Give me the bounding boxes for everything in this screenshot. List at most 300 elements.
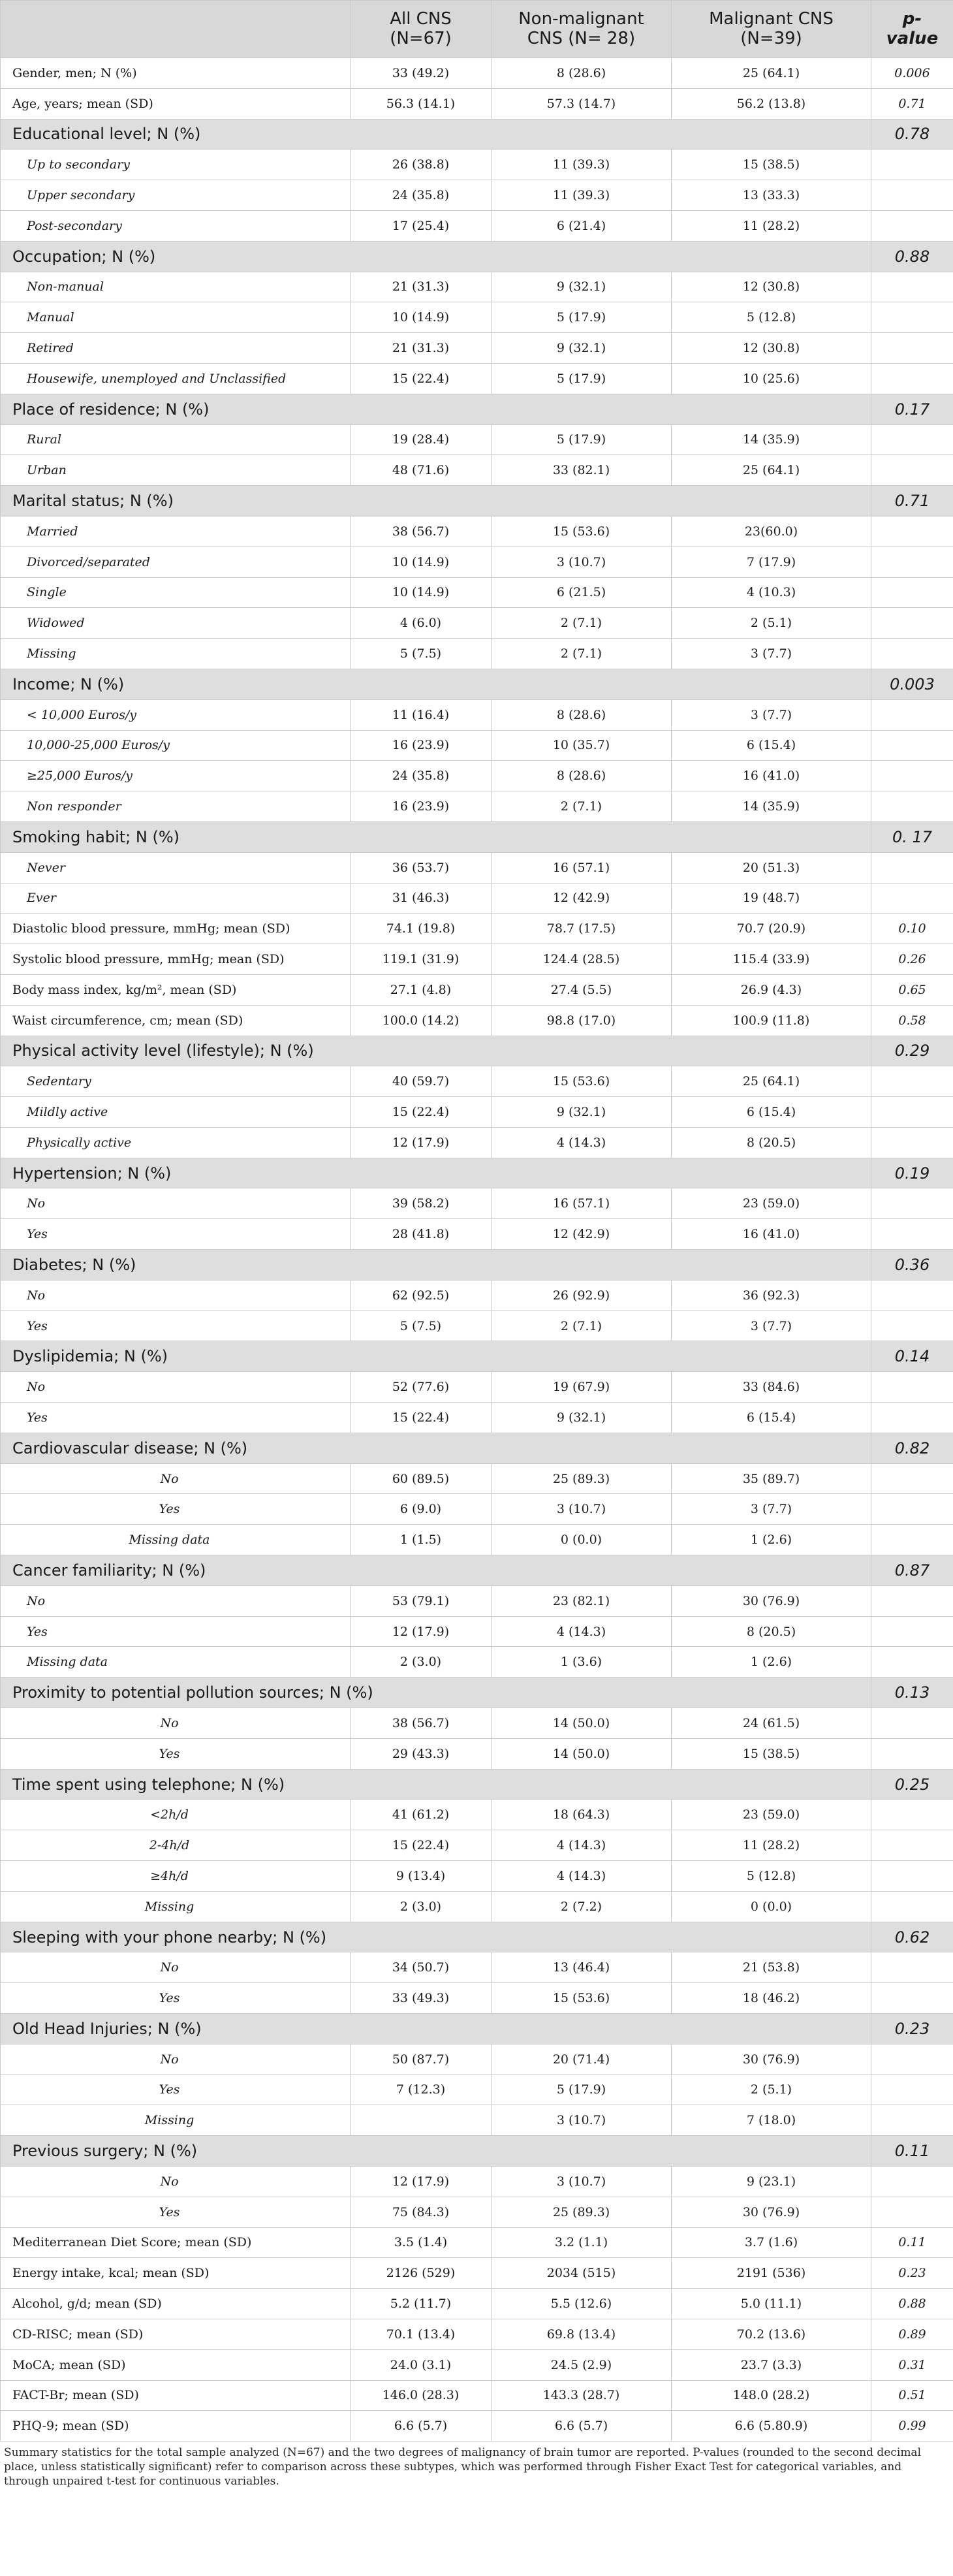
cell-non-malignant: 9 (32.1)	[492, 1097, 672, 1128]
cell-p-value: 0.11	[871, 2227, 953, 2258]
section-p-value: 0.36	[871, 1250, 953, 1280]
cell-all-cns: 12 (17.9)	[351, 1616, 492, 1647]
cell-malignant: 35 (89.7)	[672, 1463, 871, 1494]
cell-all-cns: 29 (43.3)	[351, 1738, 492, 1769]
section-p-value: 0.88	[871, 241, 953, 272]
row-label: Age, years; mean (SD)	[1, 88, 351, 119]
row-label: FACT-Br; mean (SD)	[1, 2380, 351, 2411]
cell-all-cns: 24 (35.8)	[351, 180, 492, 211]
row-label: Ever	[1, 883, 351, 914]
table-row	[1, 272, 953, 302]
cell-non-malignant: 57.3 (14.7)	[492, 88, 672, 119]
cell-all-cns	[351, 2105, 492, 2136]
cell-p-value	[871, 1403, 953, 1433]
cell-all-cns: 26 (38.8)	[351, 150, 492, 180]
table-header-row	[1, 1, 953, 58]
cell-all-cns: 33 (49.2)	[351, 58, 492, 89]
cell-non-malignant: 3 (10.7)	[492, 2166, 672, 2197]
cell-p-value: 0.88	[871, 2289, 953, 2319]
table-row	[1, 58, 953, 89]
cell-all-cns: 12 (17.9)	[351, 1127, 492, 1158]
cell-malignant: 23(60.0)	[672, 516, 871, 547]
cell-malignant: 100.9 (11.8)	[672, 1005, 871, 1036]
cell-malignant: 25 (64.1)	[672, 1066, 871, 1097]
cell-non-malignant: 11 (39.3)	[492, 150, 672, 180]
row-label: Mildly active	[1, 1097, 351, 1128]
row-label: Waist circumference, cm; mean (SD)	[1, 1005, 351, 1036]
cell-all-cns: 38 (56.7)	[351, 1708, 492, 1739]
row-label: Yes	[1, 1738, 351, 1769]
cell-p-value	[871, 577, 953, 608]
cell-non-malignant: 124.4 (28.5)	[492, 944, 672, 975]
cell-all-cns: 24 (35.8)	[351, 761, 492, 791]
cell-all-cns: 4 (6.0)	[351, 608, 492, 639]
cell-p-value	[871, 1983, 953, 2014]
cell-non-malignant: 2034 (515)	[492, 2258, 672, 2289]
cell-malignant: 3 (7.7)	[672, 699, 871, 730]
table-row	[1, 424, 953, 455]
cell-all-cns: 100.0 (14.2)	[351, 1005, 492, 1036]
row-label: Yes	[1, 2197, 351, 2227]
cell-non-malignant: 27.4 (5.5)	[492, 974, 672, 1005]
cell-all-cns: 60 (89.5)	[351, 1463, 492, 1494]
section-header-row	[1, 1769, 953, 1800]
cell-all-cns: 2126 (529)	[351, 2258, 492, 2289]
cell-all-cns: 34 (50.7)	[351, 1952, 492, 1983]
cell-p-value: 0.31	[871, 2349, 953, 2380]
header-p-value: p-value	[871, 1, 953, 58]
cell-non-malignant: 16 (57.1)	[492, 852, 672, 883]
table-row	[1, 2319, 953, 2349]
cell-p-value	[871, 730, 953, 761]
cell-all-cns: 41 (61.2)	[351, 1800, 492, 1830]
section-header-row	[1, 486, 953, 517]
table-row	[1, 730, 953, 761]
cell-malignant: 3 (7.7)	[672, 639, 871, 669]
cell-malignant: 30 (76.9)	[672, 1585, 871, 1616]
table-row	[1, 2411, 953, 2441]
cell-malignant: 148.0 (28.2)	[672, 2380, 871, 2411]
cell-p-value	[871, 2075, 953, 2105]
cell-p-value	[871, 1372, 953, 1403]
cell-non-malignant: 26 (92.9)	[492, 1280, 672, 1311]
cell-all-cns: 5 (7.5)	[351, 639, 492, 669]
row-label: PHQ-9; mean (SD)	[1, 2411, 351, 2441]
cell-malignant: 3.7 (1.6)	[672, 2227, 871, 2258]
cell-all-cns: 15 (22.4)	[351, 363, 492, 394]
cell-non-malignant: 14 (50.0)	[492, 1708, 672, 1739]
cell-malignant: 9 (23.1)	[672, 2166, 871, 2197]
cell-non-malignant: 5.5 (12.6)	[492, 2289, 672, 2319]
cell-p-value	[871, 1952, 953, 1983]
cell-all-cns: 19 (28.4)	[351, 424, 492, 455]
cell-all-cns: 21 (31.3)	[351, 272, 492, 302]
cell-malignant: 14 (35.9)	[672, 791, 871, 822]
cell-p-value	[871, 455, 953, 486]
cell-non-malignant: 15 (53.6)	[492, 1983, 672, 2014]
cell-p-value	[871, 1891, 953, 1922]
cell-non-malignant: 23 (82.1)	[492, 1585, 672, 1616]
cell-non-malignant: 12 (42.9)	[492, 883, 672, 914]
cell-p-value	[871, 2166, 953, 2197]
table-row	[1, 1219, 953, 1250]
row-label: Systolic blood pressure, mmHg; mean (SD)	[1, 944, 351, 975]
row-label: Widowed	[1, 608, 351, 639]
section-p-value: 0.82	[871, 1433, 953, 1463]
section-header-row	[1, 1250, 953, 1280]
cell-non-malignant: 4 (14.3)	[492, 1861, 672, 1892]
cell-malignant: 3 (7.7)	[672, 1494, 871, 1525]
table-row	[1, 1891, 953, 1922]
table-row	[1, 639, 953, 669]
table-row	[1, 210, 953, 241]
table-row	[1, 363, 953, 394]
cell-p-value	[871, 1585, 953, 1616]
cell-all-cns: 2 (3.0)	[351, 1647, 492, 1678]
cell-all-cns: 48 (71.6)	[351, 455, 492, 486]
table-row	[1, 1647, 953, 1678]
cell-all-cns: 3.5 (1.4)	[351, 2227, 492, 2258]
cell-malignant: 4 (10.3)	[672, 577, 871, 608]
cell-malignant: 30 (76.9)	[672, 2197, 871, 2227]
cell-malignant: 26.9 (4.3)	[672, 974, 871, 1005]
cell-non-malignant: 14 (50.0)	[492, 1738, 672, 1769]
table-row	[1, 547, 953, 577]
cell-malignant: 25 (64.1)	[672, 455, 871, 486]
cell-all-cns: 10 (14.9)	[351, 577, 492, 608]
row-label: Yes	[1, 1219, 351, 1250]
cell-malignant: 0 (0.0)	[672, 1891, 871, 1922]
row-label: Missing data	[1, 1525, 351, 1555]
table-row	[1, 2227, 953, 2258]
cell-p-value	[871, 639, 953, 669]
cell-all-cns: 39 (58.2)	[351, 1188, 492, 1219]
table-row	[1, 2105, 953, 2136]
cell-non-malignant: 15 (53.6)	[492, 516, 672, 547]
section-p-value: 0.29	[871, 1036, 953, 1066]
table-row	[1, 1585, 953, 1616]
cell-malignant: 20 (51.3)	[672, 852, 871, 883]
section-label: Marital status; N (%)	[1, 486, 871, 517]
cell-p-value	[871, 1280, 953, 1311]
cell-p-value: 0.10	[871, 914, 953, 944]
cell-all-cns: 9 (13.4)	[351, 1861, 492, 1892]
cell-non-malignant: 6 (21.4)	[492, 210, 672, 241]
row-label: Up to secondary	[1, 150, 351, 180]
cell-malignant: 36 (92.3)	[672, 1280, 871, 1311]
table-row	[1, 577, 953, 608]
cell-all-cns: 146.0 (28.3)	[351, 2380, 492, 2411]
section-label: Dyslipidemia; N (%)	[1, 1341, 871, 1372]
section-p-value: 0.19	[871, 1158, 953, 1188]
cell-all-cns: 5 (7.5)	[351, 1311, 492, 1341]
section-label: Old Head Injuries; N (%)	[1, 2014, 871, 2044]
table-row	[1, 791, 953, 822]
table-row	[1, 699, 953, 730]
table-row	[1, 883, 953, 914]
table-row	[1, 761, 953, 791]
cell-malignant: 10 (25.6)	[672, 363, 871, 394]
row-label: Energy intake, kcal; mean (SD)	[1, 2258, 351, 2289]
cell-all-cns: 70.1 (13.4)	[351, 2319, 492, 2349]
table-row	[1, 1830, 953, 1861]
table-row	[1, 1983, 953, 2014]
section-label: Time spent using telephone; N (%)	[1, 1769, 871, 1800]
cell-all-cns: 40 (59.7)	[351, 1066, 492, 1097]
table-row	[1, 302, 953, 333]
cell-non-malignant: 13 (46.4)	[492, 1952, 672, 1983]
cell-malignant: 19 (48.7)	[672, 883, 871, 914]
cell-non-malignant: 9 (32.1)	[492, 1403, 672, 1433]
cell-p-value	[871, 180, 953, 211]
cell-all-cns: 28 (41.8)	[351, 1219, 492, 1250]
cell-malignant: 23.7 (3.3)	[672, 2349, 871, 2380]
cell-malignant: 24 (61.5)	[672, 1708, 871, 1739]
cell-all-cns: 50 (87.7)	[351, 2044, 492, 2075]
cell-non-malignant: 20 (71.4)	[492, 2044, 672, 2075]
cell-non-malignant: 4 (14.3)	[492, 1127, 672, 1158]
row-label: No	[1, 1708, 351, 1739]
section-label: Smoking habit; N (%)	[1, 821, 871, 852]
cell-all-cns: 10 (14.9)	[351, 302, 492, 333]
section-p-value: 0.78	[871, 119, 953, 150]
cell-non-malignant: 3 (10.7)	[492, 1494, 672, 1525]
row-label: No	[1, 1280, 351, 1311]
cell-non-malignant: 33 (82.1)	[492, 455, 672, 486]
section-p-value: 0.13	[871, 1678, 953, 1708]
cell-non-malignant: 24.5 (2.9)	[492, 2349, 672, 2380]
section-label: Place of residence; N (%)	[1, 394, 871, 424]
table-row	[1, 1403, 953, 1433]
row-label: Missing	[1, 1891, 351, 1922]
cell-all-cns: 11 (16.4)	[351, 699, 492, 730]
cell-p-value	[871, 791, 953, 822]
cell-malignant: 16 (41.0)	[672, 1219, 871, 1250]
row-label: Non responder	[1, 791, 351, 822]
table-row	[1, 1708, 953, 1739]
section-label: Income; N (%)	[1, 669, 871, 699]
cell-p-value	[871, 424, 953, 455]
cell-p-value	[871, 210, 953, 241]
row-label: Retired	[1, 333, 351, 364]
cell-all-cns: 53 (79.1)	[351, 1585, 492, 1616]
cell-all-cns: 15 (22.4)	[351, 1403, 492, 1433]
cell-non-malignant: 5 (17.9)	[492, 2075, 672, 2105]
section-header-row	[1, 119, 953, 150]
cell-non-malignant: 2 (7.1)	[492, 791, 672, 822]
table-row	[1, 2289, 953, 2319]
cell-p-value	[871, 608, 953, 639]
cell-malignant: 16 (41.0)	[672, 761, 871, 791]
section-label: Previous surgery; N (%)	[1, 2136, 871, 2167]
row-label: Missing data	[1, 1647, 351, 1678]
table-row	[1, 1127, 953, 1158]
row-label: Physically active	[1, 1127, 351, 1158]
section-header-row	[1, 1158, 953, 1188]
cell-malignant: 15 (38.5)	[672, 150, 871, 180]
cell-all-cns: 21 (31.3)	[351, 333, 492, 364]
section-p-value: 0.62	[871, 1922, 953, 1952]
table-row	[1, 2258, 953, 2289]
cell-malignant: 14 (35.9)	[672, 424, 871, 455]
cell-non-malignant: 19 (67.9)	[492, 1372, 672, 1403]
cell-all-cns: 75 (84.3)	[351, 2197, 492, 2227]
cell-all-cns: 52 (77.6)	[351, 1372, 492, 1403]
cell-p-value	[871, 302, 953, 333]
cell-non-malignant: 9 (32.1)	[492, 272, 672, 302]
table-row	[1, 1952, 953, 1983]
section-header-row	[1, 1036, 953, 1066]
cell-p-value	[871, 2044, 953, 2075]
cell-malignant: 1 (2.6)	[672, 1647, 871, 1678]
cell-malignant: 6.6 (5.80.9)	[672, 2411, 871, 2441]
cell-malignant: 18 (46.2)	[672, 1983, 871, 2014]
row-label: Urban	[1, 455, 351, 486]
cell-p-value	[871, 1127, 953, 1158]
table-row	[1, 333, 953, 364]
row-label: Yes	[1, 1494, 351, 1525]
row-label: CD-RISC; mean (SD)	[1, 2319, 351, 2349]
cell-p-value	[871, 272, 953, 302]
row-label: No	[1, 1372, 351, 1403]
cell-non-malignant: 8 (28.6)	[492, 699, 672, 730]
cell-all-cns: 12 (17.9)	[351, 2166, 492, 2197]
cell-malignant: 7 (17.9)	[672, 547, 871, 577]
cell-non-malignant: 8 (28.6)	[492, 58, 672, 89]
cell-all-cns: 1 (1.5)	[351, 1525, 492, 1555]
cell-malignant: 2191 (536)	[672, 2258, 871, 2289]
header-malignant: Malignant CNS (N=39)	[672, 1, 871, 58]
cell-p-value: 0.99	[871, 2411, 953, 2441]
cell-p-value	[871, 547, 953, 577]
row-label: Manual	[1, 302, 351, 333]
cell-malignant: 5 (12.8)	[672, 1861, 871, 1892]
table-row	[1, 1525, 953, 1555]
section-label: Proximity to potential pollution sources; N (%)	[1, 1678, 871, 1708]
cell-all-cns: 2 (3.0)	[351, 1891, 492, 1922]
table-row	[1, 150, 953, 180]
cell-p-value	[871, 1494, 953, 1525]
cell-malignant: 8 (20.5)	[672, 1127, 871, 1158]
cell-all-cns: 16 (23.9)	[351, 730, 492, 761]
row-label: 2-4h/d	[1, 1830, 351, 1861]
cell-non-malignant: 25 (89.3)	[492, 2197, 672, 2227]
row-label: Missing	[1, 639, 351, 669]
section-label: Educational level; N (%)	[1, 119, 871, 150]
cell-all-cns: 74.1 (19.8)	[351, 914, 492, 944]
cell-p-value: 0.23	[871, 2258, 953, 2289]
cell-non-malignant: 6.6 (5.7)	[492, 2411, 672, 2441]
table-row	[1, 2075, 953, 2105]
cell-non-malignant: 5 (17.9)	[492, 302, 672, 333]
cell-malignant: 2 (5.1)	[672, 608, 871, 639]
cell-non-malignant: 5 (17.9)	[492, 424, 672, 455]
section-header-row	[1, 1341, 953, 1372]
cell-p-value: 0.58	[871, 1005, 953, 1036]
header-non-malignant: Non-malignant CNS (N= 28)	[492, 1, 672, 58]
cell-malignant: 56.2 (13.8)	[672, 88, 871, 119]
row-label: Yes	[1, 2075, 351, 2105]
section-p-value: 0. 17	[871, 821, 953, 852]
cell-non-malignant: 2 (7.1)	[492, 608, 672, 639]
section-p-value: 0.71	[871, 486, 953, 517]
cell-non-malignant: 2 (7.1)	[492, 639, 672, 669]
cell-non-malignant: 11 (39.3)	[492, 180, 672, 211]
cell-all-cns: 38 (56.7)	[351, 516, 492, 547]
cell-p-value	[871, 1861, 953, 1892]
table-row	[1, 1861, 953, 1892]
cell-non-malignant: 1 (3.6)	[492, 1647, 672, 1678]
row-label: Married	[1, 516, 351, 547]
section-header-row	[1, 1433, 953, 1463]
cell-malignant: 11 (28.2)	[672, 210, 871, 241]
cell-p-value: 0.65	[871, 974, 953, 1005]
table-row	[1, 1463, 953, 1494]
row-label: MoCA; mean (SD)	[1, 2349, 351, 2380]
cell-non-malignant: 8 (28.6)	[492, 761, 672, 791]
cell-non-malignant: 6 (21.5)	[492, 577, 672, 608]
table-body	[1, 58, 953, 2441]
cell-non-malignant: 2 (7.2)	[492, 1891, 672, 1922]
cell-p-value: 0.71	[871, 88, 953, 119]
row-label: Never	[1, 852, 351, 883]
row-label: Yes	[1, 1403, 351, 1433]
cell-p-value	[871, 1188, 953, 1219]
cell-malignant: 23 (59.0)	[672, 1188, 871, 1219]
row-label: Yes	[1, 1983, 351, 2014]
cell-non-malignant: 0 (0.0)	[492, 1525, 672, 1555]
section-header-row	[1, 669, 953, 699]
table-row	[1, 180, 953, 211]
cell-non-malignant: 18 (64.3)	[492, 1800, 672, 1830]
cell-non-malignant: 143.3 (28.7)	[492, 2380, 672, 2411]
table-row	[1, 2044, 953, 2075]
cell-all-cns: 119.1 (31.9)	[351, 944, 492, 975]
cell-non-malignant: 10 (35.7)	[492, 730, 672, 761]
cell-malignant: 25 (64.1)	[672, 58, 871, 89]
cell-non-malignant: 4 (14.3)	[492, 1616, 672, 1647]
section-header-row	[1, 2014, 953, 2044]
table-row	[1, 1188, 953, 1219]
section-label: Cardiovascular disease; N (%)	[1, 1433, 871, 1463]
section-header-row	[1, 241, 953, 272]
table-row	[1, 1738, 953, 1769]
cell-malignant: 11 (28.2)	[672, 1830, 871, 1861]
row-label: Mediterranean Diet Score; mean (SD)	[1, 2227, 351, 2258]
cell-non-malignant: 4 (14.3)	[492, 1830, 672, 1861]
cell-p-value	[871, 1463, 953, 1494]
table-row	[1, 914, 953, 944]
row-label: <2h/d	[1, 1800, 351, 1830]
row-label: Diastolic blood pressure, mmHg; mean (SD)	[1, 914, 351, 944]
table-row	[1, 608, 953, 639]
cell-p-value	[871, 1647, 953, 1678]
cell-p-value	[871, 2197, 953, 2227]
cell-malignant: 70.2 (13.6)	[672, 2319, 871, 2349]
row-label: 10,000-25,000 Euros/y	[1, 730, 351, 761]
section-header-row	[1, 821, 953, 852]
row-label: Rural	[1, 424, 351, 455]
cell-malignant: 15 (38.5)	[672, 1738, 871, 1769]
section-p-value: 0.23	[871, 2014, 953, 2044]
cell-non-malignant: 69.8 (13.4)	[492, 2319, 672, 2349]
table-row	[1, 852, 953, 883]
table-row	[1, 1800, 953, 1830]
cell-malignant: 5.0 (11.1)	[672, 2289, 871, 2319]
cell-p-value	[871, 1311, 953, 1341]
cell-p-value	[871, 1097, 953, 1128]
cell-non-malignant: 15 (53.6)	[492, 1066, 672, 1097]
